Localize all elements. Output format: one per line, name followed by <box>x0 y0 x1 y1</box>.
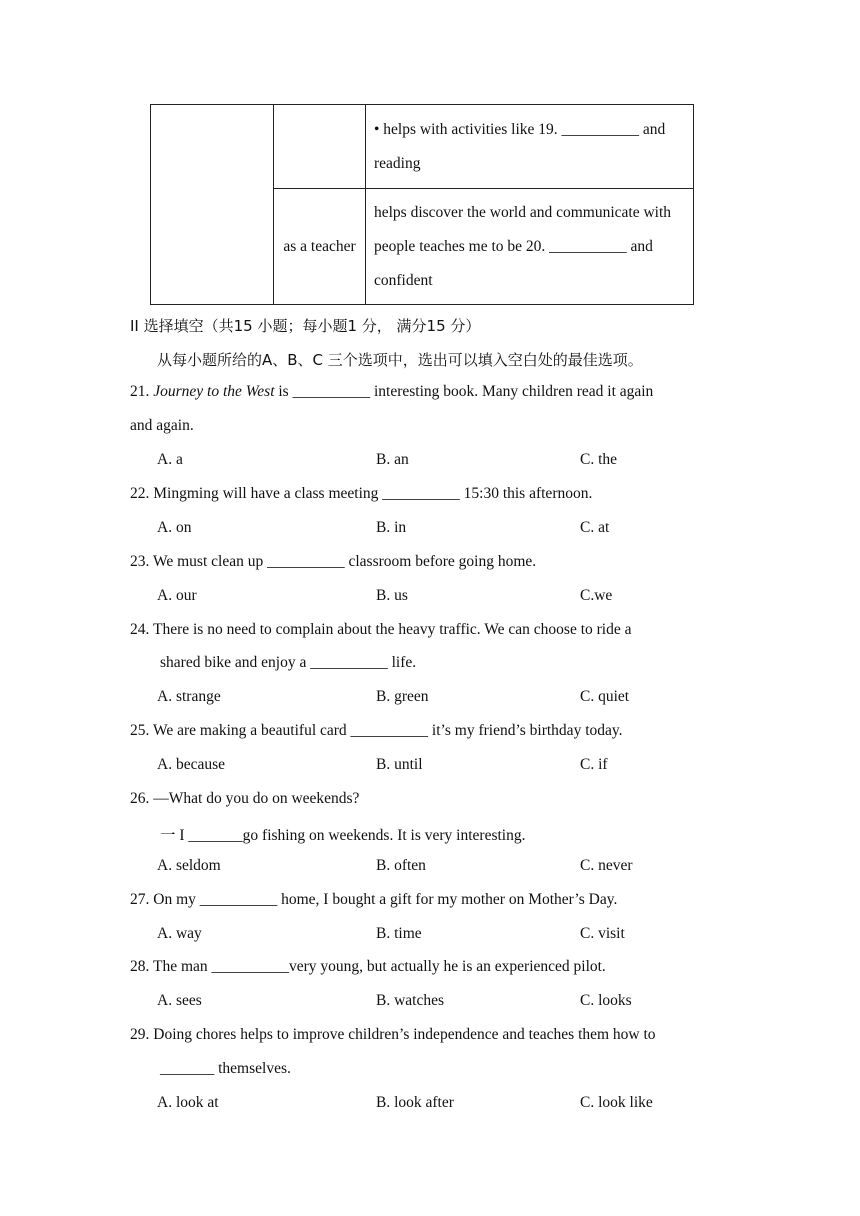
option-b: B. time <box>376 925 422 942</box>
option-c: C. the <box>580 451 618 468</box>
answer-table-fragment <box>150 104 694 305</box>
question-28-stem: 28. The man __________very young, but actually he is an experienced pilot. <box>130 958 606 975</box>
option-b: B. green <box>376 688 429 705</box>
table-cell-role: as a teacher <box>274 189 366 305</box>
option-a: A. because <box>157 756 225 773</box>
table-row <box>151 105 694 189</box>
option-a: A. on <box>157 519 192 536</box>
question-27-stem: 27. On my __________ home, I bought a gift for my mother on Mother’s Day. <box>130 891 618 908</box>
option-a: A. a <box>157 451 183 468</box>
table-cell-empty <box>274 105 366 189</box>
option-c: C. at <box>580 519 610 536</box>
question-24-stem: 24. There is no need to complain about the heavy traffic. We can choose to ride a <box>130 621 632 638</box>
option-b: B. look after <box>376 1094 454 1111</box>
option-b: B. an <box>376 451 409 468</box>
option-b: B. until <box>376 756 423 773</box>
option-a: A. look at <box>157 1094 219 1111</box>
option-c: C. visit <box>580 925 625 942</box>
option-c: C.we <box>580 587 613 604</box>
question-21-stem: 21. Journey to the West is __________ interesting book. Many children read it again <box>130 383 654 400</box>
option-a: A. strange <box>157 688 221 705</box>
section-instruction: 从每小题所给的A、B、C 三个选项中，选出可以填入空白处的最佳选项。 <box>157 351 643 369</box>
option-a: A. way <box>157 925 202 942</box>
question-29-stem: 29. Doing chores helps to improve children’s independence and teaches them how to <box>130 1026 656 1043</box>
section-heading: II 选择填空（共15 小题；每小题1 分， 满分15 分） <box>130 317 481 335</box>
option-b: B. us <box>376 587 408 604</box>
option-c: C. looks <box>580 992 632 1009</box>
question-29-stem-cont: _______ themselves. <box>160 1060 291 1077</box>
question-26-stem: 26. —What do you do on weekends? <box>130 790 360 807</box>
question-21-stem-cont: and again. <box>130 417 194 434</box>
option-b: B. often <box>376 857 426 874</box>
question-23-stem: 23. We must clean up __________ classroom before going home. <box>130 553 537 570</box>
question-22-stem: 22. Mingming will have a class meeting __________ 15:30 this afternoon. <box>130 485 593 502</box>
option-a: A. our <box>157 587 197 604</box>
option-c: C. quiet <box>580 688 630 705</box>
book-title: Journey to the West <box>153 383 275 400</box>
question-25-stem: 25. We are making a beautiful card __________ it’s my friend’s birthday today. <box>130 722 623 739</box>
option-a: A. sees <box>157 992 202 1009</box>
option-b: B. watches <box>376 992 445 1009</box>
option-c: C. if <box>580 756 608 773</box>
option-b: B. in <box>376 519 407 536</box>
table-cell-blank-19: • helps with activities like 19. __________ and reading <box>366 105 694 189</box>
option-a: A. seldom <box>157 857 221 874</box>
table-cell-empty <box>151 105 274 305</box>
question-26-answer-line: 一 I _______go fishing on weekends. It is very interesting. <box>160 827 526 844</box>
question-24-stem-cont: shared bike and enjoy a __________ life. <box>160 654 417 671</box>
option-c: C. never <box>580 857 633 874</box>
table-cell-blank-20: helps discover the world and communicate with people teaches me to be 20. __________ and confident <box>366 189 694 305</box>
option-c: C. look like <box>580 1094 653 1111</box>
